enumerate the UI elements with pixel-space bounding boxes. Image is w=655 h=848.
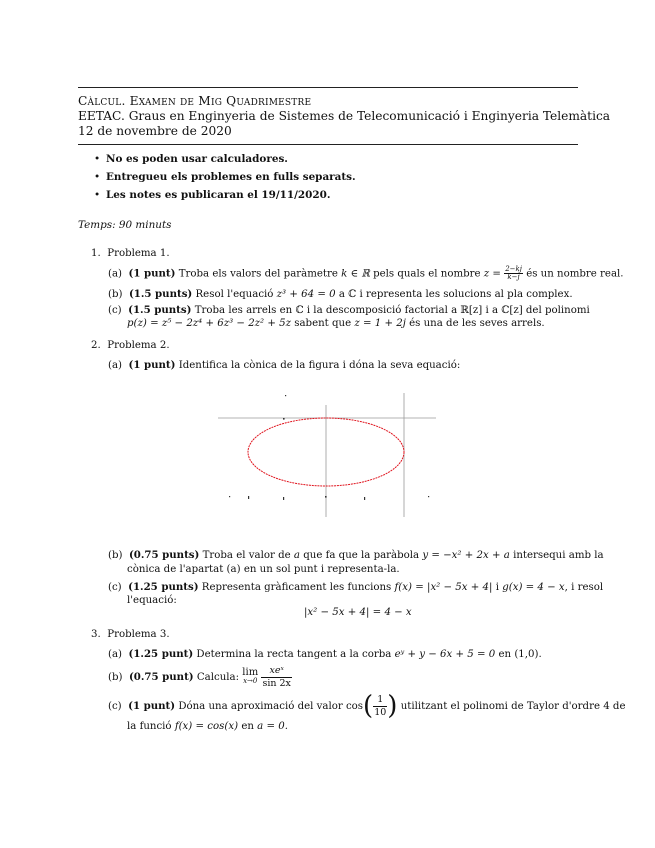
conic-figure	[210, 385, 450, 525]
problem-2c-line2: l'equació:	[127, 595, 177, 606]
tick-mark	[248, 496, 249, 499]
tick-mark	[285, 395, 286, 396]
tick-mark	[325, 496, 327, 498]
exam-program: EETAC. Graus en Enginyeria de Sistemes de Telecomunicació i Enginyeria Telemàtica	[78, 109, 611, 123]
limit-fraction: $\frac{\text{xeˣ}}{\sin 2x}$	[262, 664, 291, 689]
instructions-list	[94, 152, 356, 206]
top-rule	[78, 87, 578, 88]
instruction-item: • No es poden usar calculadores.	[94, 153, 288, 165]
problem-3b: (b) (0.75 punt) Calcula: lim x→0 $\frac{\text{xeˣ}}{\sin 2x}$	[108, 664, 291, 689]
problem-2c: (c) (1.25 punts) Representa gràficament les funcions f(x) = |x² − 5x + 4| i g(x) = 4 − x, i resol	[108, 581, 604, 593]
problem-3c-line2: la funció f(x) = cos(x) en a = 0.	[127, 721, 288, 732]
tick-mark	[229, 496, 230, 497]
problem-2b-line2: cònica de l'apartat (a) en un sol punt i representa-la.	[127, 564, 400, 575]
exam-time: Temps: 90 minuts	[78, 219, 172, 231]
exam-title: Càlcul. Examen de Mig Quadrimestre	[78, 94, 312, 108]
tick-mark	[283, 418, 285, 420]
instruction-item: • Entregueu els problemes en fulls separats.	[94, 171, 356, 183]
cos-argument-fraction: $\frac{1}{10}$	[374, 693, 387, 718]
problem-1c-line2: p(z) = z⁵ − 2z⁴ + 6z³ − 2z² + 5z sabent que z = 1 + 2j és una de les seves arrels.	[127, 318, 545, 329]
tick-mark	[428, 496, 429, 497]
problem-3c: (c) (1 punt) Dóna una aproximació del valor cos( $\frac{1}{10}$ ) utilitzant el polinomi de Taylor d'ordre 4 de	[108, 691, 626, 721]
problem-1a: (a) (1 punt) Troba els valors del paràmetre k ∈ ℝ pels quals el nombre z = $\frac{2-kj}{k-j}$ és un nombre real.	[108, 265, 624, 281]
tick-mark	[364, 497, 365, 500]
problem-2b: (b) (0.75 punts) Troba el valor de a que fa que la paràbola y = −x² + 2x + a intersequi amb la	[108, 549, 604, 561]
problem-3a: (a) (1.25 punt) Determina la recta tangent a la corba eʸ + y − 6x + 5 = 0 en (1,0).	[108, 648, 542, 660]
tick-mark	[283, 497, 284, 500]
fraction: $\frac{2-kj}{k-j}$	[505, 265, 522, 281]
problem-1b: (b) (1.5 punts) Resol l'equació z³ + 64 = 0 a ℂ i representa les solucions al pla complex.	[108, 288, 573, 300]
problem-1c: (c) (1.5 punts) Troba les arrels en ℂ i la descomposició factorial a ℝ[z] i a ℂ[z] del polinomi	[108, 304, 590, 316]
problem-2a: (a) (1 punt) Identifica la cònica de la figura i dóna la seva equació:	[108, 359, 461, 371]
limit-operator: lim x→0	[242, 667, 259, 685]
problem-2c-equation: |x² − 5x + 4| = 4 − x	[304, 607, 412, 618]
problem-2-heading: 2. Problema 2.	[91, 340, 170, 351]
problem-1-heading: 1. Problema 1.	[91, 248, 170, 259]
instruction-item: • Les notes es publicaran el 19/11/2020.	[94, 189, 331, 201]
header-bottom-rule	[78, 144, 578, 145]
problem-3-heading: 3. Problema 3.	[91, 629, 170, 640]
exam-date: 12 de novembre de 2020	[78, 124, 232, 138]
